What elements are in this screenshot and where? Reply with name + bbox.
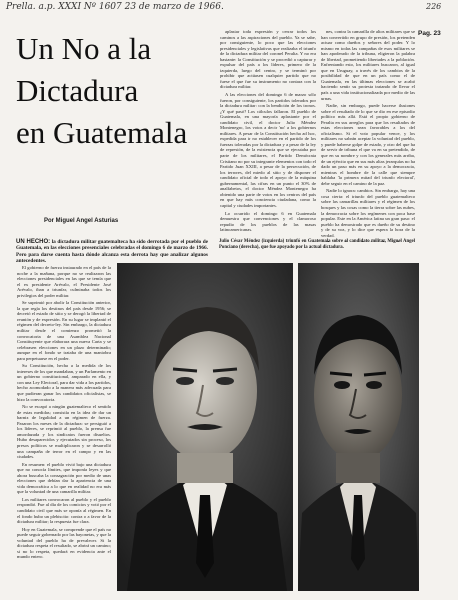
lead-kicker: UN HECHO: [16, 239, 51, 245]
paragraph: Nadie, sin embargo, puede hacerse ilusiones sobre el resultado de lo que se dio en ese episodio político más allá. Está el propio gobierno de Peralta en sus arreglos para que los resultados de estas elecciones sean favorables a los del oficialismo. Si el voto popular vence, y los militares no sabrán aceptar la voluntad del pueblo, y puede haberse golpe de estado, y otro del que ha de servir de tribuna el que va en su pretendido, de que en su nombre y con los generales más arriba, de un ejército que en sus más altas jerarquías no ha dado un paso más en su apoyo a la democracia, mientras el hombre de la calle que siempre hablaba 'la primera mitad del triunfo electoral', debe seguir en el camino de la paz. [321, 103, 415, 186]
portrait-left-illustration [117, 263, 293, 591]
paragraph: Los militares convocaron al pueblo y el pueblo respondió. Fue al día de los comicios y votó por el candidato civil que más se oponía al régimen. En el fondo hubo un plebiscito: contra o a favor de la dictadura militar; la respuesta fue clara. [17, 496, 111, 525]
column-top-middle [220, 29, 316, 235]
paragraph: aplastar toda expresión y cerrar todos los caminos a las aspiraciones del pueblo. Ya se sabe, por consiguiente, lo poco que las elecciones presidenciales y legislativas que realizaba el triunfo de la dictadura militar del coronel Peralta. Y no era bastante: la Constitución y se procedió a capturar y expulsar del país a los líderes, primero de la izquierda, luego del centro, y se terminó por prohibir que actúasen cualquier partido que no fuese el que fue su instrumento no contara con la dictadura militar. [220, 29, 316, 90]
column-top-right [321, 29, 415, 242]
column-body-left [17, 265, 111, 587]
paragraph: Nadie lo ignora: cambios. Sin embargo, hay una cosa cierta: el triunfo del pueblo guatemalteco sobre las camarillas militares y el régimen de los bosques y las cosas como la tierra sobre las nubes, la democracia sobre los regímenes con poca base popular. Este en la América latina un gran paso: el pueblo ha demostrado que es dueño de su destino y de su voz, y lo dice que espera la hora de la verdad. [321, 188, 415, 238]
article-title [16, 28, 187, 154]
paragraph: nes, contra la camarilla de altos militares que se han convertido en grupo de presión, los pretenden actuar como dueños y señores del poder. Y lo mismo en todas las campañas de esos militares se han apoderado de la tribuna, eligieron la palabra de libertad, prometiendo libertades a la población. Enfrentando esto, los militares buscaron, al igual que en Uruguay, a través de los cambios de la posibilidad de que en un país como el de Guatemala, en las últimas elecciones se acabó haciendo sentir su protesta tratando de llevar el país a una vida institucionalizada por medio de las urnas. [321, 29, 415, 101]
article-lead: UN HECHO: la dictadura militar guatemalteca ha sido derrotada por el pueblo de Guatemala, en las elecciones presenciales celebradas el domingo 6 de marzo de 1966. Pero para darse cuenta hasta dónde alcanza esta derrota hay que analizar algunos antecedentes. [16, 239, 208, 264]
handwritten-archive-note: Prella. a.p. XXXI Nº 1607 23 de marzo de 1966. [6, 2, 224, 12]
page-number: Pag. 23 [418, 30, 441, 37]
paragraph: A las elecciones del domingo 6 de marzo sólo fueron, por consiguiente, los partidos tolerados por la dictadura militar: con la bendición de los tronos. ¿Y qué pasó? Los cálculos fallaron. El pueblo de Guatemala, en una mayoría aplastante por el candidato civil, el doctor Julio Méndez Montenegro, los votos a decir 'no' a los gobiernos militares. A pesar de la Constitución hecha ad hoc, expedida para ir no establecer en el partido de los fuerzas toleradas por la dictadura y a pesar de la ley de represión, de la existencia que se ejecutaba por parte de los militares, el Partido Demócrata Cristiano no por su integrante elementos con todo el Partido Juan XXIII, a pesar de la persecución, de los terrores, del miedo al sitio y de disponer el candidato oficial de todo el apoyo de la máquina gubernamental, las cifras en un punto el 30% de analfabetos, el doctor Méndez Montenegro ha obtenido una parte de votos en los centros del país en que hay más conciencia ciudadana, como la capital y ciudades importantes. [220, 92, 316, 208]
paragraph: Hoy en Guatemala, se comprende que el país no puede seguir gobernado por las bayonetas, y que la voluntad del pueblo ha de prevalecer. Si la dictadura respeta el resultado, se abrirá un camino; si no lo respeta, quedará en evidencia ante el mundo entero. [17, 526, 111, 560]
corner-archive-mark: 226 [426, 2, 442, 11]
title-line: en Guatemala [16, 115, 188, 150]
paragraph: En resumen: el pueblo vivió bajo una dictadura que no conocía límites, que imponía leyes y que ahora buscaba la consagración por medio de unas elecciones que debían dar la apariencia de una vida democrática a lo que en realidad no era más que la voluntad de una camarilla militar. [17, 461, 111, 495]
photo-caption: Julio César Méndez (izquierda) triunfó en Guatemala sobre el candidato militar, Miguel Angel Ponciano (derecha), que fue apoyado por la actual dictadura. [219, 239, 415, 250]
paragraph: No se escapó a ningún guatemalteco el sentido de estas medidas; consistía en la idea de dar un barniz de legalidad a un régimen de fuerza. Pasaron los meses de la dictadura: se persiguió a los líderes, se reprimió al pueblo, la prensa fue amordazada y los sindicatos fueron disueltos. Hubo desaparecidos y ejecutados sin proceso, los presos políticos se multiplicaron y se desarrolló una campaña de terror en el campo y en las ciudades. [17, 404, 111, 460]
paragraph: El gobierno de fuerza instaurado en el país de la noche a la mañana, porque no se realizaron las elecciones presidenciales en las que se temía que el ex presidente Arévalo, el Presidente José Arévalo, iban a triunfar, culminaba todos los privilegios del poder militar. [17, 265, 111, 298]
portrait-photo-right [298, 263, 419, 591]
paragraph: Lo ocurrido el domingo 6 en Guatemala demuestra que convenciones y el clamoroso repudio de los pueblos de las masas latinoamericanas. [220, 210, 316, 233]
paragraph: Su Constitución, hecha a la medida de los intereses de los que mandaban, y un Parlamento en un gobierno constitucional, amparado en ella, y con una Ley Electoral, para dar vida a los partidos, hecho acomodado a la manera más adecuada para que pudieran ganar los candidatos oficialistas, se hizo la convocatoria. [17, 363, 111, 402]
title-line: Un No a la [16, 31, 152, 66]
title-line: Dictadura [16, 73, 139, 108]
portrait-photo-left [117, 263, 293, 591]
portrait-right-illustration [298, 263, 419, 591]
article-byline: Por Miguel Angel Asturias [44, 218, 119, 224]
paragraph: Se suprimió por abolir la Constitución anterior, la que regía los destinos del país desde 1956; se decretó el estado de sitio y se derogó la libertad de reunión y de expresión. En su lugar se implantó el régimen del decreto-ley. Sin embargo, la dictadura militar desde el comienzo prometió la convocatoria de una Asamblea Nacional Constituyente que elaborara una nueva Carta y se celebrasen elecciones en un plazo determinado; aunque en el fondo se trataba de una maniobra para perpetuarse en el poder. [17, 300, 111, 361]
